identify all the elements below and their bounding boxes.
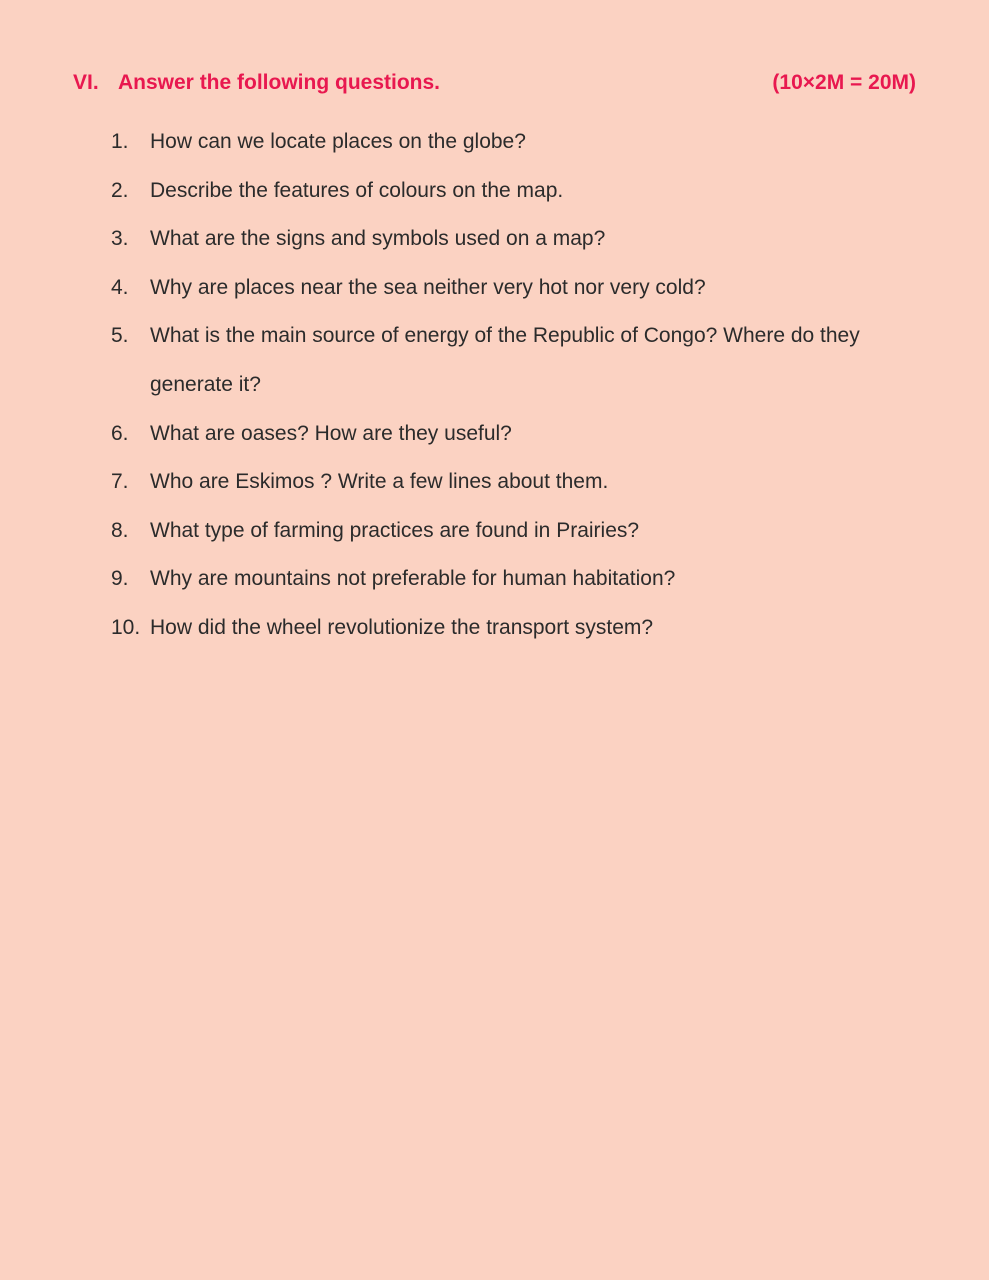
question-item — [111, 215, 921, 264]
question-text: Why are mountains not preferable for human habitation? — [150, 567, 676, 591]
question-item — [111, 604, 921, 653]
section-title: Answer the following questions. — [118, 71, 441, 94]
question-item — [111, 507, 921, 556]
question-text: What is the main source of energy of the Republic of Congo? Where do they generate it? — [150, 324, 860, 396]
question-text: How did the wheel revolutionize the transport system? — [150, 615, 654, 639]
question-item — [111, 555, 921, 604]
question-text: What are the signs and symbols used on a map? — [150, 227, 606, 251]
question-number: 5. — [111, 324, 129, 348]
question-number: 8. — [111, 518, 129, 542]
question-number: 7. — [111, 470, 129, 494]
question-text: What type of farming practices are found in Prairies? — [150, 518, 640, 542]
question-text: Who are Eskimos ? Write a few lines about them. — [150, 470, 609, 494]
question-text: Why are places near the sea neither very hot nor very cold? — [150, 275, 706, 299]
question-text: Describe the features of colours on the map. — [150, 178, 564, 202]
question-item — [111, 118, 921, 167]
question-item — [111, 167, 921, 216]
question-number: 1. — [111, 130, 129, 153]
question-item — [111, 312, 921, 409]
section-marks: (10×2M = 20M) — [772, 71, 916, 94]
question-item — [111, 410, 921, 459]
section-header — [73, 69, 916, 97]
question-number: 2. — [111, 178, 129, 202]
question-item — [111, 458, 921, 507]
question-text: How can we locate places on the globe? — [150, 130, 526, 153]
question-number: 3. — [111, 227, 129, 251]
question-list — [111, 118, 921, 653]
question-number: 10. — [111, 615, 141, 639]
question-text: What are oases? How are they useful? — [150, 421, 512, 445]
question-number: 6. — [111, 421, 129, 445]
section-number: VI. — [73, 71, 99, 94]
question-number: 9. — [111, 567, 129, 591]
question-item — [111, 264, 921, 313]
question-number: 4. — [111, 275, 129, 299]
